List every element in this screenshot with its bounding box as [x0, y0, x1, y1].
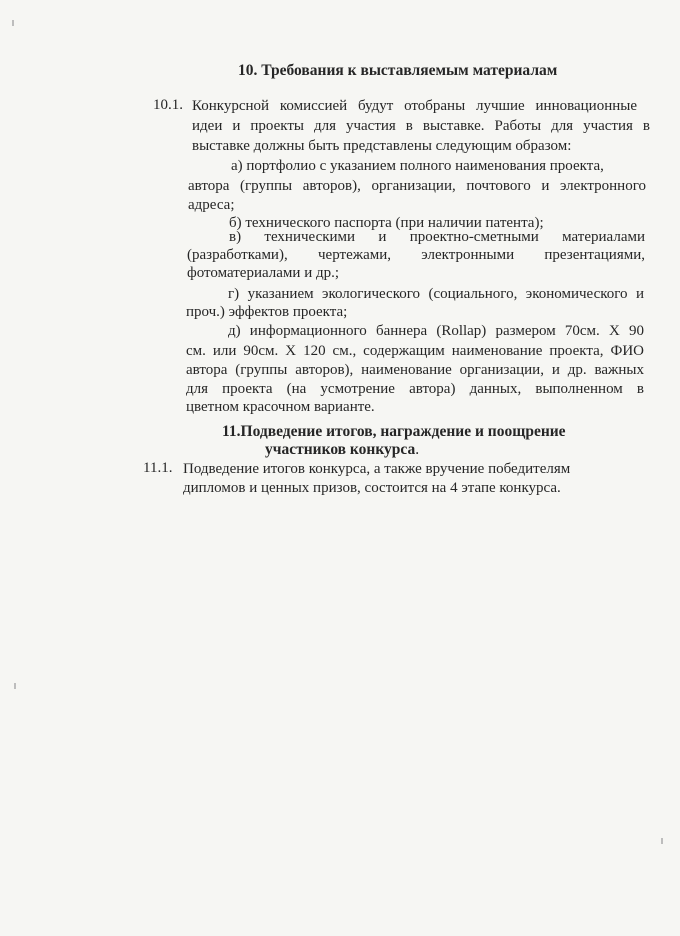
section-11-heading-period: .	[415, 441, 420, 458]
paragraph-line: Конкурсной комиссией будут отобраны лучшие инновационные	[192, 98, 637, 114]
list-item-b: б) технического паспорта (при наличии патента);	[229, 215, 544, 231]
paragraph-line: выставке должны быть представлены следующим образом:	[192, 138, 572, 154]
paragraph-line: идеи и проекты для участия в выставке. Работы для участия в	[192, 118, 650, 134]
paragraph-line: автора (группы авторов), наименование организации, и др. важных	[186, 362, 644, 378]
paragraph-line: автора (группы авторов), организации, почтового и электронного	[188, 178, 646, 194]
paragraph-line: дипломов и ценных призов, состоится на 4 этапе конкурса.	[183, 480, 561, 496]
paragraph-line: фотоматериалами и др.;	[187, 265, 340, 281]
section-11-heading-text: участников конкурса	[265, 441, 416, 458]
paragraph-line: проч.) эффектов проекта;	[186, 304, 348, 320]
section-10-heading: 10. Требования к выставляемым материалам	[238, 62, 558, 79]
list-item-e: д) информационного баннера (Rollap) размером 70см. Х 90	[228, 323, 644, 339]
scan-speck	[661, 838, 663, 844]
section-11-heading: 11.Подведение итогов, награждение и поощрение	[222, 423, 566, 440]
paragraph-line: цветном красочном варианте.	[186, 399, 375, 415]
clause-10-1-number: 10.1.	[153, 97, 183, 113]
paragraph-line: Подведение итогов конкурса, а также вручение победителям	[183, 461, 571, 477]
paragraph-line: см. или 90см. Х 120 см., содержащим наименование проекта, ФИО	[186, 343, 644, 359]
list-item-a: а) портфолио с указанием полного наименования проекта,	[231, 158, 604, 174]
paragraph-line: (разработками), чертежами, электронными презентациями,	[187, 247, 645, 263]
list-item-c: в) техническими и проектно-сметными материалами	[229, 229, 645, 245]
clause-11-1-number: 11.1.	[143, 460, 173, 476]
list-item-d: г) указанием экологического (социального, экономического и	[228, 286, 644, 302]
paragraph-line: адреса;	[188, 197, 235, 213]
paragraph-line: для проекта (на усмотрение автора) данных, выполненном в	[186, 381, 644, 397]
scan-speck	[14, 683, 16, 689]
scan-speck	[12, 20, 14, 26]
section-11-heading-continued	[265, 441, 419, 459]
